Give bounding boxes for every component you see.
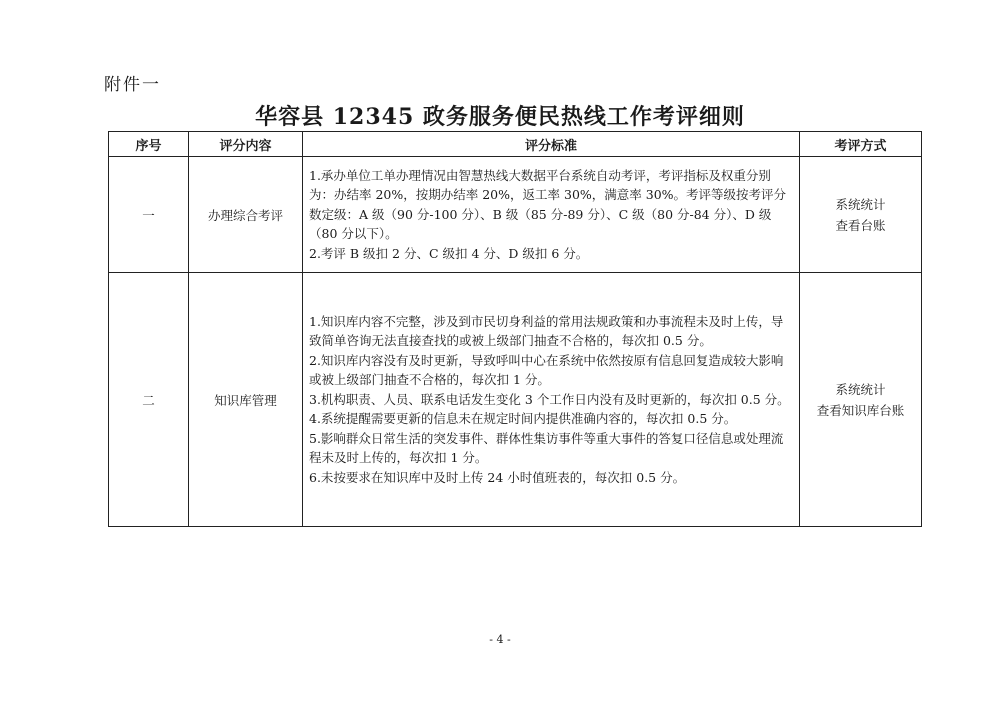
evaluation-rules-table	[108, 131, 922, 527]
criteria-item: 4.系统提醒需要更新的信息未在规定时间内提供准确内容的，每次扣 0.5 分。	[309, 411, 737, 427]
row-criteria	[303, 157, 800, 273]
criteria-item: 1.承办单位工单办理情况由智慧热线大数据平台系统自动考评，考评指标及权重分别为：办结率 20%，按期办结率 20%，返工率 30%，满意率 30%。考评等级按考评分数定级：A 级（90 分-100 分）、B 级（85 分-89 分）、C 级（80 分-84 分）、D 级（80 分以下）。	[309, 167, 787, 242]
row-content: 知识库管理	[189, 273, 303, 527]
header-criteria: 评分标准	[303, 132, 800, 157]
criteria-item: 1.知识库内容不完整，涉及到市民切身利益的常用法规政策和办事流程未及时上传，导致简单咨询无法直接查找的或被上级部门抽查不合格的，每次扣 0.5 分。	[309, 313, 784, 349]
row-method	[800, 157, 922, 273]
table-row	[109, 157, 922, 273]
header-method: 考评方式	[800, 132, 922, 157]
row-criteria	[303, 273, 800, 527]
method-item: 系统统计	[835, 381, 886, 397]
criteria-item: 2.知识库内容没有及时更新，导致呼叫中心在系统中依然按原有信息回复造成较大影响或被上级部门抽查不合格的，每次扣 1 分。	[309, 352, 784, 388]
page-number: - 4 -	[489, 633, 511, 646]
method-item: 查看知识库台账	[816, 402, 905, 418]
page-title: 华容县 12345 政务服务便民热线工作考评细则	[255, 104, 745, 130]
header-index: 序号	[109, 132, 189, 157]
row-index: 一	[109, 157, 189, 273]
criteria-item: 6.未按要求在知识库中及时上传 24 小时值班表的，每次扣 0.5 分。	[309, 469, 686, 485]
method-item: 查看台账	[835, 217, 886, 233]
header-content: 评分内容	[189, 132, 303, 157]
table-header-row	[109, 132, 922, 157]
row-method	[800, 273, 922, 527]
row-index: 二	[109, 273, 189, 527]
table-row	[109, 273, 922, 527]
attachment-label: 附件一	[104, 75, 161, 95]
criteria-item: 2.考评 B 级扣 2 分、C 级扣 4 分、D 级扣 6 分。	[309, 245, 589, 261]
row-content: 办理综合考评	[189, 157, 303, 273]
method-item: 系统统计	[835, 196, 886, 212]
criteria-item: 5.影响群众日常生活的突发事件、群体性集访事件等重大事件的答复口径信息或处理流程未及时上传的，每次扣 1 分。	[309, 430, 784, 466]
criteria-item: 3.机构职责、人员、联系电话发生变化 3 个工作日内没有及时更新的，每次扣 0.5 分。	[309, 391, 790, 407]
